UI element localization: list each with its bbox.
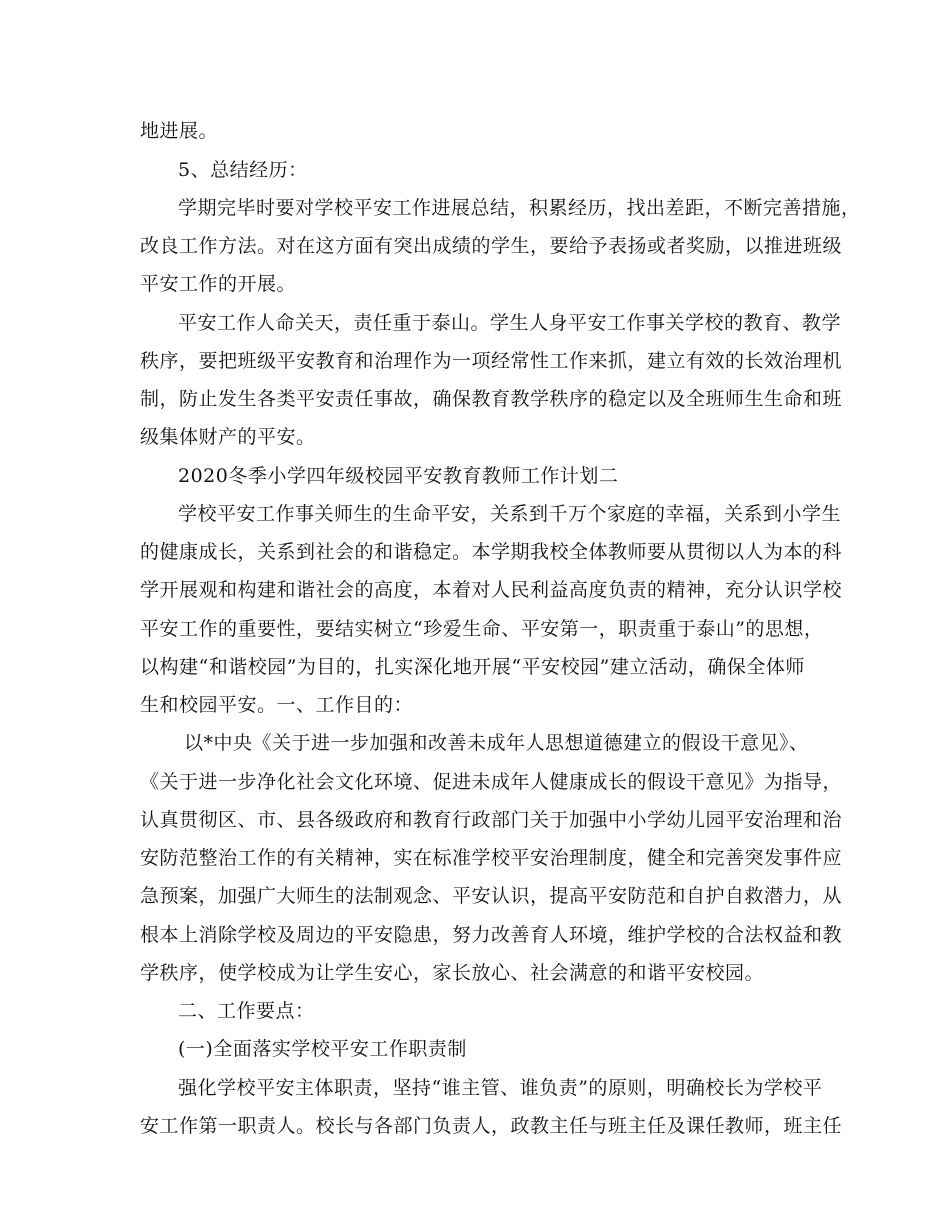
- paragraph-line: 认真贯彻区、市、县各级政府和教育行政部门关于加强中小学幼儿园平安治理和治: [140, 809, 843, 831]
- subsection-heading: (一)全面落实学校平安工作职责制: [178, 1038, 467, 1060]
- paragraph-line: 生和校园平安。一、工作目的：: [140, 694, 414, 716]
- paragraph-line: 学期完毕时要对学校平安工作进展总结，积累经历，找出差距，不断完善措施，: [178, 197, 861, 219]
- paragraph-line: 级集体财产的平安。: [140, 426, 316, 448]
- paragraph-line: 平安工作的开展。: [140, 273, 297, 295]
- section-heading: 5、总结经历：: [178, 159, 308, 181]
- paragraph-line: 学开展观和构建和谐社会的高度，本着对人民利益高度负责的精神，充分认识学校: [140, 579, 843, 601]
- paragraph-line: 平安工作的重要性，要结实树立“珍爱生命、平安第一，职责重于泰山”的思想，: [140, 618, 824, 640]
- paragraph-line: 安工作第一职责人。校长与各部门负责人，政教主任与班主任及课任教师，班主任: [140, 1115, 843, 1137]
- paragraph-line: 急预案，加强广大师生的法制观念、平安认识，提高平安防范和自护自救潜力，从: [140, 885, 843, 907]
- paragraph-line: 秩序，要把班级平安教育和治理作为一项经常性工作来抓，建立有效的长效治理机: [140, 350, 843, 372]
- paragraph-line: 强化学校平安主体职责，坚持“谁主管、谁负责”的原则，明确校长为学校平: [178, 1077, 823, 1099]
- paragraph-line: 安防范整治工作的有关精神，实在标准学校平安治理制度，健全和完善突发事件应: [140, 847, 843, 869]
- paragraph-line: 根本上消除学校及周边的平安隐患，努力改善育人环境，维护学校的合法权益和教: [140, 924, 843, 946]
- paragraph-line: 的健康成长，关系到社会的和谐稳定。本学期我校全体教师要从贯彻以人为本的科: [140, 541, 843, 563]
- paragraph-line: 以构建“和谐校园”为目的，扎实深化地开展“平安校园”建立活动，确保全体师: [140, 656, 805, 678]
- paragraph-line: 平安工作人命关天，责任重于泰山。学生人身平安工作事关学校的教育、教学: [178, 312, 842, 334]
- paragraph-line: 学秩序，使学校成为让学生安心，家长放心、社会满意的和谐平安校园。: [140, 962, 765, 984]
- paragraph-line: 改良工作方法。对在这方面有突出成绩的学生，要给予表扬或者奖励，以推进班级: [140, 235, 843, 257]
- paragraph-line: 制，防止发生各类平安责任事故，确保教育教学秩序的稳定以及全班师生生命和班: [140, 388, 843, 410]
- paragraph-line: 以*中央《关于进一步加强和改善未成年人思想道德建立的假设干意见》、: [184, 732, 809, 754]
- paragraph-line: 学校平安工作事关师生的生命平安，关系到千万个家庭的幸福，关系到小学生: [178, 503, 842, 525]
- section-heading: 二、工作要点：: [178, 1000, 315, 1022]
- document-subtitle: 2020冬季小学四年级校园平安教育教师工作计划二: [178, 465, 619, 487]
- text-line: 地进展。: [140, 120, 219, 142]
- paragraph-line: 《关于进一步净化社会文化环境、促进未成年人健康成长的假设干意见》为指导，: [140, 771, 843, 793]
